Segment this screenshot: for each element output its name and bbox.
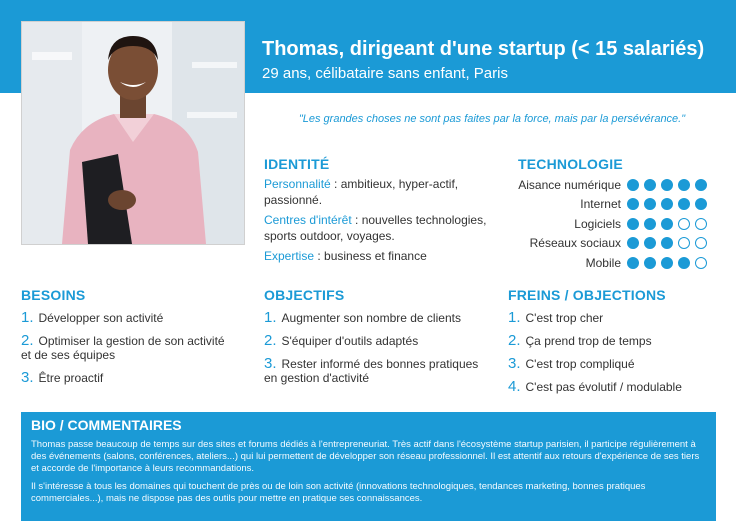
identity-separator: : — [330, 177, 341, 191]
technology-section — [498, 175, 718, 273]
rating-dot-filled — [644, 237, 656, 249]
freins-list — [508, 311, 723, 403]
list-text: Être proactif — [38, 371, 104, 385]
list-number: 2. — [508, 332, 521, 349]
objectifs-heading: OBJECTIFS — [264, 287, 345, 303]
list-number: 1. — [21, 309, 34, 326]
rating-dot-filled — [678, 198, 690, 210]
persona-subtitle: 29 ans, célibataire sans enfant, Paris — [262, 65, 508, 82]
tech-label: Internet — [580, 197, 621, 212]
persona-quote: "Les grandes choses ne sont pas faites par la force, mais par la persévérance." — [298, 113, 686, 125]
identity-separator: : — [314, 249, 325, 263]
list-item — [21, 334, 236, 362]
list-text: C'est trop cher — [525, 311, 604, 325]
rating-dot-filled — [695, 179, 707, 191]
persona-title: Thomas, dirigeant d'une startup (< 15 salariés) — [262, 38, 705, 60]
rating-dot-filled — [678, 257, 690, 269]
rating-dot-empty — [695, 237, 707, 249]
besoins-list — [21, 311, 236, 394]
identity-section — [264, 176, 496, 268]
list-text: Développer son activité — [38, 311, 164, 325]
rating-dot-filled — [627, 218, 639, 230]
objectifs-list — [264, 311, 489, 394]
identity-value: business et finance — [324, 249, 427, 263]
rating-dot-filled — [627, 237, 639, 249]
rating-dot-filled — [661, 198, 673, 210]
bio-paragraph: Il s'intéresse à tous les domaines qui touchent de près ou de loin son activité (innovations technologiques, tendances marketing, bonnes pratiques commerciales...), mais ne dispose pas des outils pour mettre en pratique ses connaissances. — [31, 481, 646, 504]
list-text: Optimiser la gestion de son activité et de ses équipes — [21, 334, 225, 362]
rating-dot-filled — [661, 218, 673, 230]
rating-dot-filled — [627, 198, 639, 210]
list-item — [508, 357, 723, 371]
rating-dot-empty — [678, 237, 690, 249]
tech-label: Logiciels — [574, 216, 621, 231]
persona-photo — [21, 21, 245, 245]
list-number: 3. — [264, 355, 277, 372]
list-item — [264, 357, 489, 385]
list-number: 4. — [508, 378, 521, 395]
rating-dot-empty — [678, 218, 690, 230]
identity-heading: IDENTITÉ — [264, 156, 330, 172]
identity-separator: : — [351, 213, 362, 227]
list-text: Augmenter son nombre de clients — [281, 311, 461, 325]
rating-dot-filled — [627, 257, 639, 269]
rating-dot-filled — [661, 179, 673, 191]
tech-label: Mobile — [585, 255, 621, 270]
rating-dot-filled — [678, 179, 690, 191]
list-number: 3. — [508, 355, 521, 372]
rating-dot-filled — [644, 179, 656, 191]
list-text: Rester informé des bonnes pratiques en gestion d'activité — [264, 357, 479, 385]
tech-row — [498, 175, 718, 195]
list-item — [21, 311, 236, 325]
list-number: 1. — [508, 309, 521, 326]
bio-section — [21, 412, 716, 521]
tech-label: Aisance numérique — [518, 177, 621, 192]
bio-heading: BIO / COMMENTAIRES — [31, 417, 182, 433]
identity-value: ambitieux, hyper-actif, passionné. — [264, 177, 459, 207]
rating-dot-filled — [661, 257, 673, 269]
tech-row — [498, 195, 718, 215]
identity-value: nouvelles technologies, sports outdoor, voyages. — [264, 213, 487, 243]
tech-label: Réseaux sociaux — [529, 236, 621, 251]
list-item — [508, 334, 723, 348]
bio-paragraph: Thomas passe beaucoup de temps sur des sites et forums dédiés à l'entrepreneuriat. Très actif dans l'écosystème startup parisien, il participe régulièrement à des événements (salons, conférences, ateliers...) qui lui permettent de développer son réseau professionnel. Il est attentif aux retours d'expérience de ses tiers et accorde de l'importance à leurs recommandations. — [31, 439, 700, 474]
freins-heading: FREINS / OBJECTIONS — [508, 287, 666, 303]
rating-dot-filled — [695, 198, 707, 210]
rating-dot-filled — [661, 237, 673, 249]
list-item — [264, 334, 489, 348]
list-item — [508, 380, 723, 394]
rating-dot-empty — [695, 257, 707, 269]
list-number: 3. — [21, 369, 34, 386]
list-number: 2. — [21, 332, 34, 349]
persona-photo-illustration — [22, 22, 244, 244]
tech-row — [498, 234, 718, 254]
list-text: C'est pas évolutif / modulable — [525, 380, 682, 394]
list-text: C'est trop compliqué — [525, 357, 635, 371]
tech-rating — [627, 179, 712, 191]
besoins-heading: BESOINS — [21, 287, 86, 303]
list-number: 2. — [264, 332, 277, 349]
list-text: S'équiper d'outils adaptés — [281, 334, 419, 348]
rating-dot-filled — [644, 257, 656, 269]
list-text: Ça prend trop de temps — [525, 334, 652, 348]
identity-key: Centres d'intérêt — [264, 213, 352, 227]
list-number: 1. — [264, 309, 277, 326]
rating-dot-empty — [695, 218, 707, 230]
tech-row — [498, 253, 718, 273]
identity-item — [264, 176, 496, 208]
list-item — [264, 311, 489, 325]
list-item — [21, 371, 236, 385]
tech-rating — [627, 257, 712, 269]
rating-dot-filled — [644, 218, 656, 230]
identity-key: Expertise — [264, 249, 315, 263]
technology-heading: TECHNOLOGIE — [518, 156, 623, 172]
tech-row — [498, 214, 718, 234]
identity-key: Personnalité — [264, 177, 331, 191]
tech-rating — [627, 218, 712, 230]
identity-item — [264, 212, 496, 244]
rating-dot-filled — [644, 198, 656, 210]
tech-rating — [627, 198, 712, 210]
list-item — [508, 311, 723, 325]
identity-item — [264, 248, 496, 264]
tech-rating — [627, 237, 712, 249]
rating-dot-filled — [627, 179, 639, 191]
